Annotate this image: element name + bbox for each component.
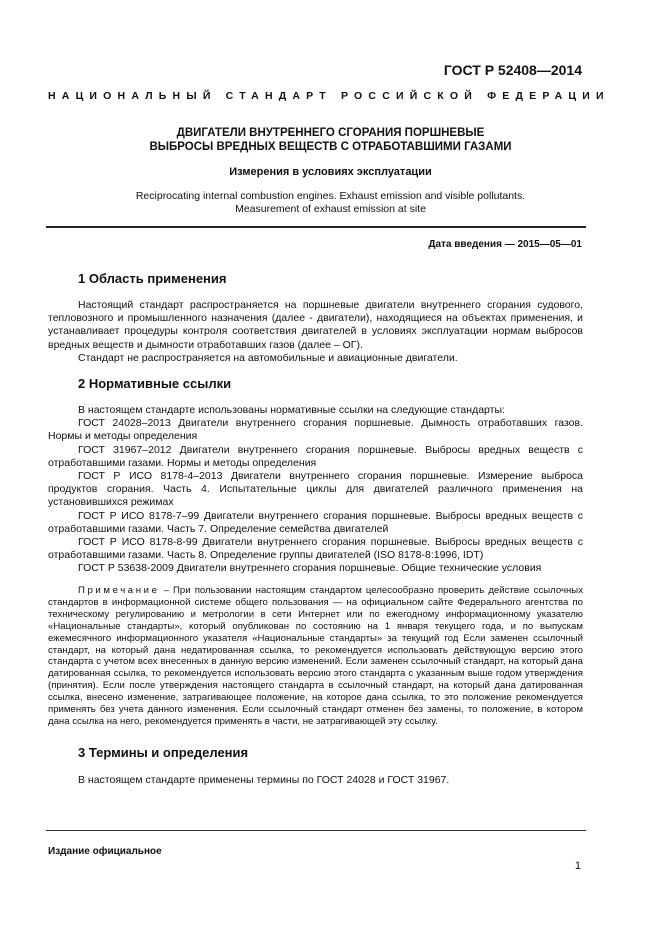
note-label: Примечание: [78, 585, 160, 596]
section-2-body: [48, 404, 583, 576]
reference-item: ГОСТ Р ИСО 8178-7–99 Двигатели внутреннего сгорания поршневые. Выбросы вредных веществ с отработавшими газами. Часть 7. Определение семейства двигателей: [48, 509, 583, 535]
document-subtitle-ru: Измерения в условиях эксплуатации: [229, 166, 432, 178]
paragraph: В настоящем стандарте применены термины по ГОСТ 24028 и ГОСТ 31967.: [78, 774, 450, 786]
title-ru-line-2: ВЫБРОСЫ ВРЕДНЫХ ВЕЩЕСТВ С ОТРАБОТАВШИМИ ГАЗАМИ: [149, 141, 512, 153]
document-title-en: [48, 190, 613, 216]
section-1-body: [48, 299, 583, 365]
section-2-title: 2 Нормативные ссылки: [78, 376, 232, 391]
national-standard-heading: НАЦИОНАЛЬНЫЙ СТАНДАРТ РОССИЙСКОЙ ФЕДЕРАЦИИ: [48, 90, 610, 102]
title-ru-line-1: ДВИГАТЕЛИ ВНУТРЕННЕГО СГОРАНИЯ ПОРШНЕВЫЕ: [176, 127, 485, 139]
references-note: [48, 585, 583, 728]
title-en-line-1: Reciprocating internal combustion engines. Exhaust emission and visible pollutants.: [135, 190, 526, 202]
footer-divider: [46, 830, 586, 831]
gost-number: ГОСТ Р 52408—2014: [443, 62, 582, 78]
reference-item: ГОСТ Р ИСО 8178-4–2013 Двигатели внутреннего сгорания поршневые. Измерение выброса продуктов сгорания. Часть 4. Испытательные циклы для двигателей различного применения на установившихся режимах: [48, 470, 583, 509]
title-divider: [46, 226, 586, 228]
reference-item: ГОСТ Р ИСО 8178-8-99 Двигатели внутреннего сгорания поршневые. Выбросы вредных веществ с отработавшими газами. Часть 8. Определение группы двигателей (ISO 8178-8:1996, IDT): [48, 536, 583, 562]
page-number: 1: [574, 860, 581, 872]
introduction-date: Дата введения — 2015—05—01: [428, 239, 582, 250]
reference-item: ГОСТ 31967–2012 Двигатели внутреннего сгорания поршневые. Выбросы вредных веществ с отработавшими газами. Нормы и методы определения: [48, 443, 583, 469]
note-text: – При пользовании настоящим стандартом целесообразно проверить действие ссылочных стандартов в информационной системе общего пользования — на официальном сайте Федерального агентства по техническому регулированию и метрологии в сети Интернет или по ежегодному информационному указателю «Национальные стандарты», который опубликован по состоянию на 1 января текущего года, и по выпускам ежемесячного информационного указателя «Национальные стандарты» за текущий год Если заменен ссылочный стандарт, на который дана недатированная ссылка, то рекомендуется использовать действующую версию этого стандарта с учетом всех внесенных в данную версию изменений. Если заменен ссылочный стандарт, на который дана датированная ссылка, то рекомендуется использовать версию этого стандарта с указанным выше годом утверждения (принятия). Если после утверждения настоящего стандарта в ссылочный стандарт, на который дана датированная ссылка, внесено изменение, затрагивающее положение, на которое дана ссылка, то это положение рекомендуется применять без учета данного изменения. Если ссылочный стандарт отменен без замены, то положение, в котором дана ссылка на него, рекомендуется применять в части, не затрагивающей эту ссылку.: [48, 585, 583, 727]
paragraph: В настоящем стандарте использованы нормативные ссылки на следующие стандарты:: [78, 404, 505, 416]
title-en-line-2: Measurement of exhaust emission at site: [235, 203, 426, 215]
reference-item: ГОСТ 24028–2013 Двигатели внутреннего сгорания поршневые. Дымность отработавших газов. Нормы и методы определения: [48, 417, 583, 443]
paragraph: Стандарт не распространяется на автомобильные и авиационные двигатели.: [78, 351, 458, 364]
official-edition-label: Издание официальное: [48, 846, 162, 857]
section-1-title: 1 Область применения: [78, 271, 227, 286]
reference-item: ГОСТ Р 53638-2009 Двигатели внутреннего сгорания поршневые. Общие технические условия: [78, 562, 542, 575]
document-title-ru: [48, 126, 613, 154]
section-3-body: [48, 774, 583, 787]
section-3-title: 3 Термины и определения: [78, 745, 249, 760]
paragraph: Настоящий стандарт распространяется на поршневые двигатели внутреннего сгорания судового, тепловозного и промышленного назначения (далее - двигатели), находящиеся на объектах применения, и устанавливает процедуры контроля соответствия двигателей в условиях эксплуатации нормам выбросов вредных веществ и дымности отработавших газов (далее – ОГ).: [48, 299, 583, 351]
